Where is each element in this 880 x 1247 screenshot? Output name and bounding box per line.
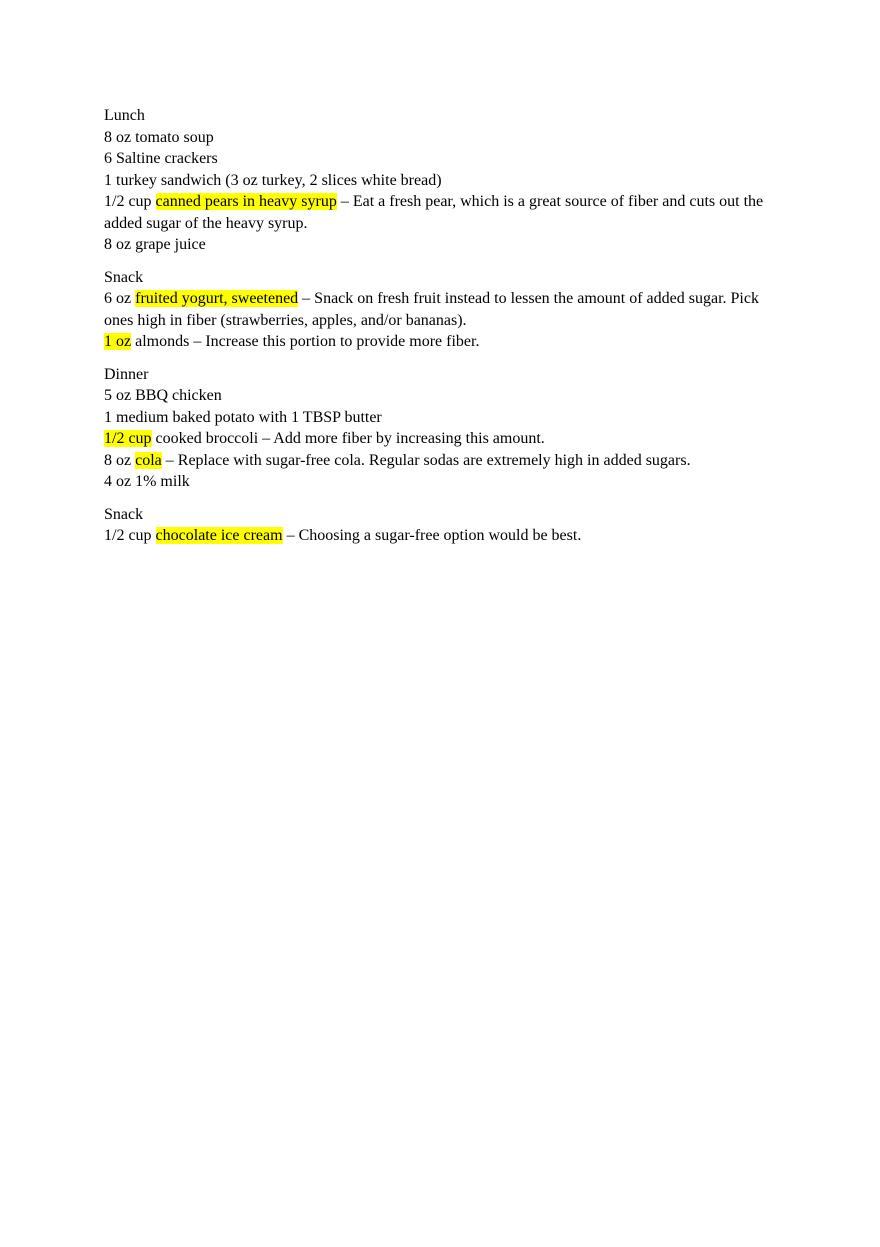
section-snack-afternoon	[104, 267, 764, 353]
list-item	[104, 450, 764, 472]
list-item: 8 oz grape juice	[104, 236, 206, 253]
document-page	[104, 105, 764, 558]
list-item	[104, 331, 764, 353]
item-prefix: 6 oz	[104, 290, 136, 307]
item-comment: – Choosing a sugar-free option would be best.	[282, 527, 582, 544]
list-item	[104, 428, 764, 450]
list-item: 4 oz 1% milk	[104, 473, 190, 490]
section-title: Snack	[104, 505, 144, 523]
item-comment: cooked broccoli – Add more fiber by increasing this amount.	[151, 430, 545, 447]
section-title: Snack	[104, 268, 144, 286]
list-item: 1 medium baked potato with 1 TBSP butter	[104, 408, 382, 426]
section-dinner	[104, 364, 764, 493]
item-comment: – Snack on fresh fruit instead to lessen the amount of added sugar. Pick ones high in fiber (strawberries, apples, and/or bananas).	[104, 290, 759, 329]
item-comment: – Replace with sugar-free cola. Regular sodas are extremely high in added sugars.	[161, 451, 691, 469]
highlighted-text: 1/2 cup	[104, 430, 152, 447]
item-prefix: 8 oz	[104, 451, 136, 469]
section-snack-evening	[104, 504, 764, 547]
section-title: Lunch	[104, 107, 145, 124]
highlighted-text: cola	[135, 451, 162, 469]
item-prefix: 1/2 cup	[104, 193, 156, 210]
section-lunch	[104, 105, 764, 256]
item-comment: – Eat a fresh pear, which is a great source of fiber and cuts out the added sugar of the heavy syrup.	[104, 193, 764, 232]
item-prefix: 1/2 cup	[104, 527, 156, 544]
highlighted-text: fruited yogurt, sweetened	[135, 290, 299, 307]
section-title: Dinner	[104, 365, 149, 383]
list-item	[104, 288, 764, 331]
item-comment: almonds – Increase this portion to provide more fiber.	[131, 333, 480, 350]
highlighted-text: 1 oz	[104, 333, 132, 350]
list-item	[104, 525, 764, 547]
list-item: 8 oz tomato soup	[104, 128, 214, 146]
highlighted-text: chocolate ice cream	[155, 527, 283, 544]
list-item: 6 Saltine crackers	[104, 150, 218, 167]
list-item: 1 turkey sandwich (3 oz turkey, 2 slices white bread)	[104, 171, 442, 189]
list-item: 5 oz BBQ chicken	[104, 387, 222, 404]
list-item	[104, 191, 764, 234]
highlighted-text: canned pears in heavy syrup	[155, 193, 337, 210]
